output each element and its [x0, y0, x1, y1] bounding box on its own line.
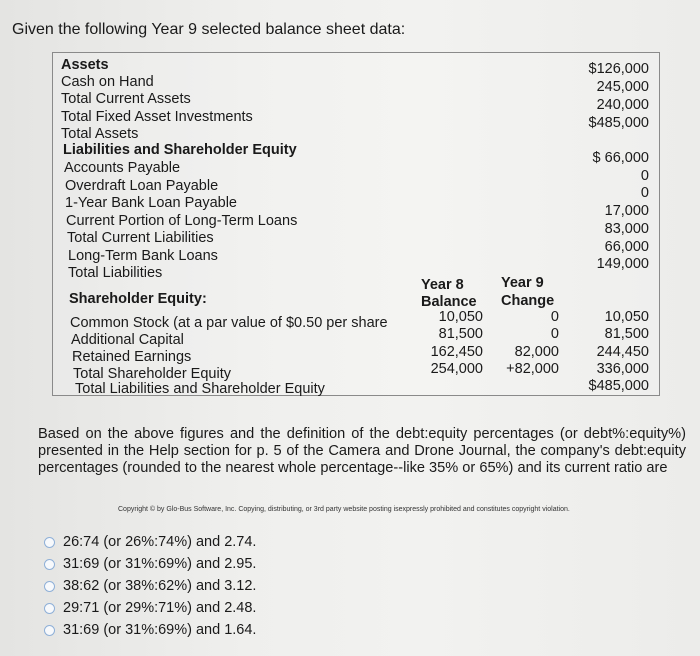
equity-change-value: 0 [550, 326, 559, 342]
copyright-notice: Copyright © by Glo-Bus Software, Inc. Copying, distributing, or 3rd party website posting isexpressly prohibited and constitutes copyright violation. [118, 506, 570, 513]
asset-label: Total Fixed Asset Investments [61, 109, 253, 125]
equity-change-value: 82,000 [514, 344, 559, 360]
radio-circle-icon[interactable] [44, 537, 55, 548]
liability-value: 0 [640, 168, 649, 184]
equity-label: Total Liabilities and Shareholder Equity [75, 381, 325, 397]
equity-year8-value: 81,500 [438, 326, 483, 342]
equity-value: 81,500 [604, 326, 649, 342]
answer-option-label: 29:71 (or 29%:71%) and 2.48. [63, 600, 257, 616]
asset-value: 245,000 [596, 79, 649, 95]
answer-option-label: 31:69 (or 31%:69%) and 1.64. [63, 622, 257, 638]
balance-header: Balance [421, 294, 477, 310]
liability-value: 17,000 [604, 203, 649, 219]
liability-value: 66,000 [604, 239, 649, 255]
answer-option[interactable] [44, 577, 256, 595]
answer-option[interactable] [44, 599, 256, 617]
asset-value: $485,000 [588, 115, 649, 131]
asset-label: Total Current Assets [61, 91, 191, 107]
liability-label: Long-Term Bank Loans [68, 248, 218, 264]
year8-header: Year 8 [421, 277, 464, 293]
liability-value: 0 [640, 185, 649, 201]
answer-option-label: 31:69 (or 31%:69%) and 2.95. [63, 556, 257, 572]
equity-value: 244,450 [596, 344, 649, 360]
asset-value: 240,000 [596, 97, 649, 113]
year9-header: Year 9 [501, 275, 544, 291]
equity-label: Common Stock (at a par value of $0.50 per share [70, 315, 388, 331]
liability-label: Total Liabilities [68, 265, 163, 281]
liability-value: 83,000 [604, 221, 649, 237]
radio-circle-icon[interactable] [44, 559, 55, 570]
equity-heading: Shareholder Equity: [69, 291, 207, 307]
equity-label: Total Shareholder Equity [73, 366, 231, 382]
asset-value: $126,000 [588, 61, 649, 77]
change-header: Change [501, 293, 555, 309]
liability-label: Total Current Liabilities [67, 230, 214, 246]
equity-value: 336,000 [596, 361, 649, 377]
equity-change-value: +82,000 [506, 361, 559, 377]
liability-label: Accounts Payable [64, 160, 181, 176]
answer-option-label: 26:74 (or 26%:74%) and 2.74. [63, 534, 257, 550]
radio-circle-icon[interactable] [44, 581, 55, 592]
equity-label: Additional Capital [71, 332, 184, 348]
equity-year8-value: 254,000 [430, 361, 483, 377]
radio-circle-icon[interactable] [44, 625, 55, 636]
radio-circle-icon[interactable] [44, 603, 55, 614]
equity-year8-value: 162,450 [430, 344, 483, 360]
equity-label: Retained Earnings [72, 349, 192, 365]
asset-label: Cash on Hand [61, 74, 154, 90]
liability-value: $ 66,000 [592, 150, 649, 166]
asset-label: Total Assets [61, 126, 139, 142]
question-title: Given the following Year 9 selected balance sheet data: [12, 21, 406, 38]
answer-option[interactable] [44, 555, 256, 573]
equity-year8-value: 10,050 [438, 309, 483, 325]
liability-label: Current Portion of Long-Term Loans [66, 213, 298, 229]
equity-value: $485,000 [588, 378, 649, 394]
liability-label: 1-Year Bank Loan Payable [65, 195, 237, 211]
answer-option[interactable] [44, 621, 256, 639]
answer-option[interactable] [44, 533, 256, 551]
equity-change-value: 0 [550, 309, 559, 325]
assets-heading: Assets [61, 57, 109, 73]
liabilities-heading: Liabilities and Shareholder Equity [63, 142, 297, 158]
answer-option-label: 38:62 (or 38%:62%) and 3.12. [63, 578, 257, 594]
liability-value: 149,000 [596, 256, 649, 272]
liability-label: Overdraft Loan Payable [65, 178, 219, 194]
balance-sheet-table [52, 52, 660, 396]
question-prompt: Based on the above figures and the definition of the debt:equity percentages (or debt%:equity%) presented in the Help section for p. 5 of the Camera and Drone Journal, the company's debt:equity percentages (rounded to the nearest whole percentage--like 35% or 65%) and its current ratio are [38, 426, 686, 477]
equity-value: 10,050 [604, 309, 649, 325]
